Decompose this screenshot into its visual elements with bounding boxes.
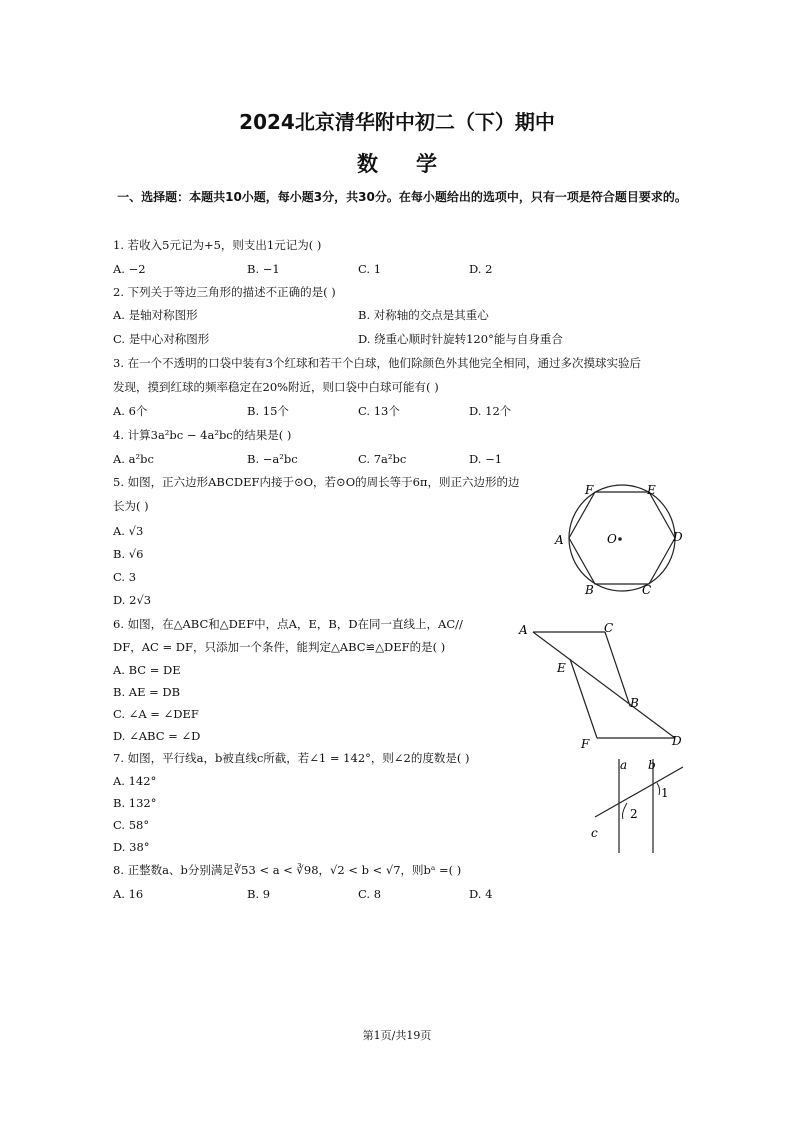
label-b: b <box>648 758 656 772</box>
angle-2-arc <box>623 803 628 819</box>
q2-option-a: A. 是轴对称图形 <box>113 308 198 322</box>
q2-option-d: D. 绕重心顺时针旋转120°能与自身重合 <box>358 332 563 346</box>
page-footer: 第1页/共19页 <box>362 1029 432 1042</box>
circumcircle <box>569 485 675 591</box>
segment-ef <box>570 659 597 738</box>
label-f: F <box>585 483 594 497</box>
hexagon-figure <box>550 478 690 600</box>
q7-option-a: A. 142° <box>113 774 157 788</box>
label-d: D <box>673 530 683 544</box>
triangles-figure <box>515 620 690 752</box>
label-a: A <box>519 623 528 637</box>
q6-option-d: D. ∠ABC = ∠D <box>113 729 201 743</box>
q3-option-a: A. 6个 <box>113 404 148 418</box>
label-a: a <box>620 758 628 772</box>
q5-option-c: C. 3 <box>113 570 137 584</box>
q2-option-b: B. 对称轴的交点是其重心 <box>358 308 489 322</box>
q1-option-a: A. −2 <box>113 262 146 276</box>
segment-ad <box>533 632 675 738</box>
q8-option-c: C. 8 <box>358 887 382 901</box>
q7-option-b: B. 132° <box>113 796 157 810</box>
hexagon-shape <box>569 492 675 584</box>
q4-option-a: A. a²bc <box>113 452 154 466</box>
label-c: c <box>591 826 598 840</box>
q7-option-c: C. 58° <box>113 818 150 832</box>
label-d: D <box>672 734 682 748</box>
label-angle-2: 2 <box>630 807 638 821</box>
q5-option-b: B. √6 <box>113 547 144 561</box>
label-c: C <box>642 583 652 597</box>
angle-1-arc <box>657 783 660 795</box>
label-e: E <box>557 661 566 675</box>
label-a: A <box>555 533 564 547</box>
q6-option-b: B. AE = DB <box>113 685 181 699</box>
q3-option-c: C. 13个 <box>358 404 400 418</box>
q5-option-a: A. √3 <box>113 524 144 538</box>
q8-option-d: D. 4 <box>469 887 493 901</box>
q5-option-d: D. 2√3 <box>113 593 152 607</box>
q3-option-b: B. 15个 <box>247 404 289 418</box>
label-c: C <box>604 621 614 635</box>
label-o: O <box>607 532 617 546</box>
label-angle-1: 1 <box>661 786 669 800</box>
q4-option-b: B. −a²bc <box>247 452 298 466</box>
q4-option-c: C. 7a²bc <box>358 452 407 466</box>
question-5-line-1: 5. 如图，正六边形ABCDEF内接于⊙O，若⊙O的周长等于6π，则正六边形的边 <box>113 475 520 489</box>
question-8: 8. 正整数a、b分别满足∛53 < a < ∛98，√2 < b < √7，则bᵃ =( ) <box>113 863 462 877</box>
q6-option-a: A. BC = DE <box>113 663 181 677</box>
q3-option-d: D. 12个 <box>469 404 512 418</box>
subject-title: 数学 <box>357 152 475 176</box>
question-5-line-2: 长为( ) <box>113 499 149 513</box>
question-7: 7. 如图，平行线a，b被直线c所截，若∠1 = 142°，则∠2的度数是( ) <box>113 751 470 765</box>
q7-option-d: D. 38° <box>113 840 150 854</box>
question-6-line-2: DF，AC = DF，只添加一个条件，能判定△ABC≌△DEF的是( ) <box>113 640 446 654</box>
question-6-line-1: 6. 如图，在△ABC和△DEF中，点A，E，B，D在同一直线上，AC// <box>113 617 463 631</box>
q2-option-c: C. 是中心对称图形 <box>113 332 210 346</box>
question-3-line-2: 发现，摸到红球的频率稳定在20%附近，则口袋中白球可能有( ) <box>113 380 439 394</box>
parallel-lines-figure <box>585 755 690 857</box>
section-heading: 一、选择题：本题共10小题，每小题3分，共30分。在每小题给出的选项中，只有一项是符合题目要求的。 <box>117 190 687 204</box>
question-2: 2. 下列关于等边三角形的描述不正确的是( ) <box>113 285 336 299</box>
q8-option-b: B. 9 <box>247 887 271 901</box>
q1-option-c: C. 1 <box>358 262 382 276</box>
line-c <box>595 767 683 817</box>
q1-option-b: B. −1 <box>247 262 280 276</box>
label-b: B <box>630 696 639 710</box>
page-title: 2024北京清华附中初二（下）期中 <box>239 110 555 134</box>
q1-option-d: D. 2 <box>469 262 493 276</box>
question-1: 1. 若收入5元记为+5，则支出1元记为( ) <box>113 238 322 252</box>
question-3-line-1: 3. 在一个不透明的口袋中装有3个红球和若干个白球，他们除颜色外其他完全相同，通过多次摸球实验后 <box>113 356 641 370</box>
label-b: B <box>585 583 594 597</box>
center-point <box>618 537 622 541</box>
question-4: 4. 计算3a²bc − 4a²bc的结果是( ) <box>113 428 292 442</box>
q4-option-d: D. −1 <box>469 452 503 466</box>
q8-option-a: A. 16 <box>113 887 144 901</box>
label-f: F <box>581 737 590 751</box>
q6-option-c: C. ∠A = ∠DEF <box>113 707 199 721</box>
label-e: E <box>647 483 656 497</box>
